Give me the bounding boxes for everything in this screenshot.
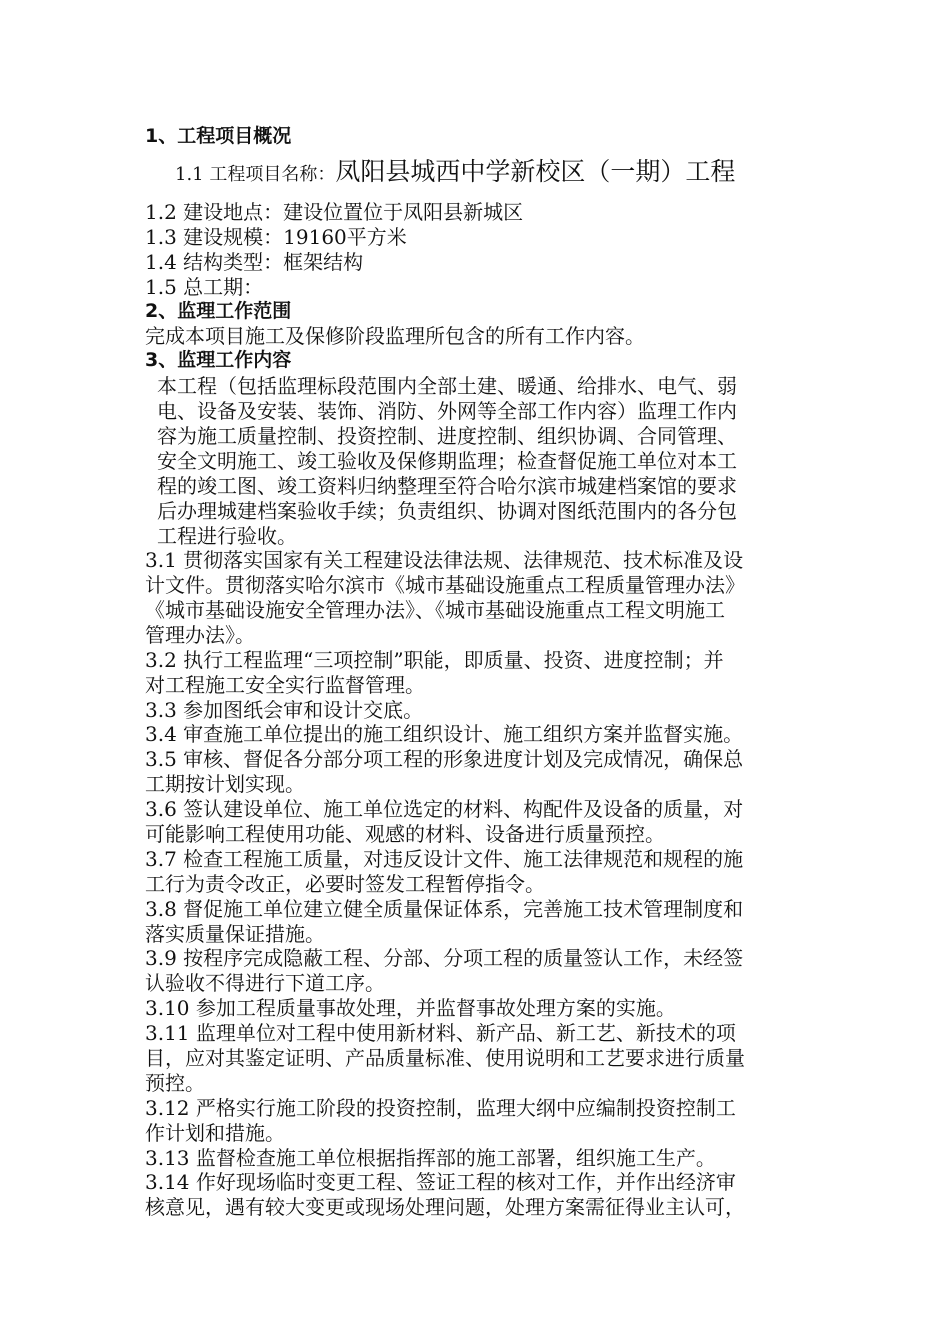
scale-line: 1.3 建设规模：19160平方米 (145, 225, 407, 249)
intro-line: 本工程（包括监理标段范围内全部土建、暖通、给排水、电气、弱 (157, 374, 737, 398)
clause-line: 认验收不得进行下道工序。 (145, 971, 385, 995)
clause-line: 3.11 监理单位对工程中使用新材料、新产品、新工艺、新技术的项 (145, 1021, 736, 1045)
clause-line: 目，应对其鉴定证明、产品质量标准、使用说明和工艺要求进行质量 (145, 1046, 745, 1070)
clause-line: 3.13 监督检查施工单位根据指挥部的施工部署，组织施工生产。 (145, 1146, 716, 1170)
clause-line: 可能影响工程使用功能、观感的材料、设备进行质量预控。 (145, 822, 665, 846)
project-name-label: 1.1 工程项目名称： (175, 164, 336, 185)
section-2-heading: 2、监理工作范围 (145, 300, 292, 322)
clause-line: 对工程施工安全实行监督管理。 (145, 673, 425, 697)
intro-line: 电、设备及安装、装饰、消防、外网等全部工作内容）监理工作内 (157, 399, 737, 423)
clause-line: 3.6 签认建设单位、施工单位选定的材料、构配件及设备的质量，对 (145, 797, 744, 821)
clause-line: 管理办法》。 (145, 623, 255, 647)
clause-line: 落实质量保证措施。 (145, 922, 325, 946)
clause-line: 预控。 (145, 1071, 205, 1095)
clause-line: 3.8 督促施工单位建立健全质量保证体系，完善施工技术管理制度和 (145, 897, 744, 921)
project-name-line (175, 157, 736, 187)
clause-line: 《城市基础设施安全管理办法》、《城市基础设施重点工程文明施工 (145, 598, 725, 622)
location-line: 1.2 建设地点：建设位置位于凤阳县新城区 (145, 200, 524, 224)
project-name-value: 凤阳县城西中学新校区（一期）工程 (335, 157, 736, 186)
structure-line: 1.4 结构类型：框架结构 (145, 250, 364, 274)
clause-line: 3.7 检查工程施工质量，对违反设计文件、施工法律规范和规程的施 (145, 847, 744, 871)
clause-line: 3.4 审查施工单位提出的施工组织设计、施工组织方案并监督实施。 (145, 722, 744, 746)
clause-line: 3.1 贯彻落实国家有关工程建设法律法规、法律规范、技术标准及设 (145, 548, 744, 572)
scope-text: 完成本项目施工及保修阶段监理所包含的所有工作内容。 (145, 324, 645, 348)
clause-line: 3.14 作好现场临时变更工程、签证工程的核对工作，并作出经济审 (145, 1170, 736, 1194)
clause-line: 工期按计划实现。 (145, 772, 305, 796)
clause-line: 3.5 审核、督促各分部分项工程的形象进度计划及完成情况，确保总 (145, 747, 744, 771)
duration-line: 1.5 总工期： (145, 275, 264, 299)
intro-line: 容为施工质量控制、投资控制、进度控制、组织协调、合同管理、 (157, 424, 737, 448)
intro-line: 程的竣工图、竣工资料归纳整理至符合哈尔滨市城建档案馆的要求 (157, 474, 737, 498)
section-3-heading: 3、监理工作内容 (145, 349, 292, 371)
clause-line: 3.9 按程序完成隐蔽工程、分部、分项工程的质量签认工作，未经签 (145, 946, 744, 970)
section-1-heading: 1、工程项目概况 (145, 125, 292, 147)
clause-line: 计文件。贯彻落实哈尔滨市《城市基础设施重点工程质量管理办法》 (145, 573, 745, 597)
intro-line: 工程进行验收。 (157, 524, 297, 548)
clause-line: 3.2 执行工程监理“三项控制”职能，即质量、投资、进度控制；并 (145, 648, 724, 672)
intro-line: 安全文明施工、竣工验收及保修期监理；检查督促施工单位对本工 (157, 449, 737, 473)
intro-line: 后办理城建档案验收手续；负责组织、协调对图纸范围内的各分包 (157, 499, 737, 523)
clause-line: 3.3 参加图纸会审和设计交底。 (145, 698, 424, 722)
clause-line: 作计划和措施。 (145, 1121, 285, 1145)
clause-line: 3.12 严格实行施工阶段的投资控制，监理大纲中应编制投资控制工 (145, 1096, 736, 1120)
clause-line: 核意见，遇有较大变更或现场处理问题，处理方案需征得业主认可， (145, 1195, 745, 1219)
clause-line: 工行为责令改正，必要时签发工程暂停指令。 (145, 872, 545, 896)
clause-line: 3.10 参加工程质量事故处理，并监督事故处理方案的实施。 (145, 996, 676, 1020)
